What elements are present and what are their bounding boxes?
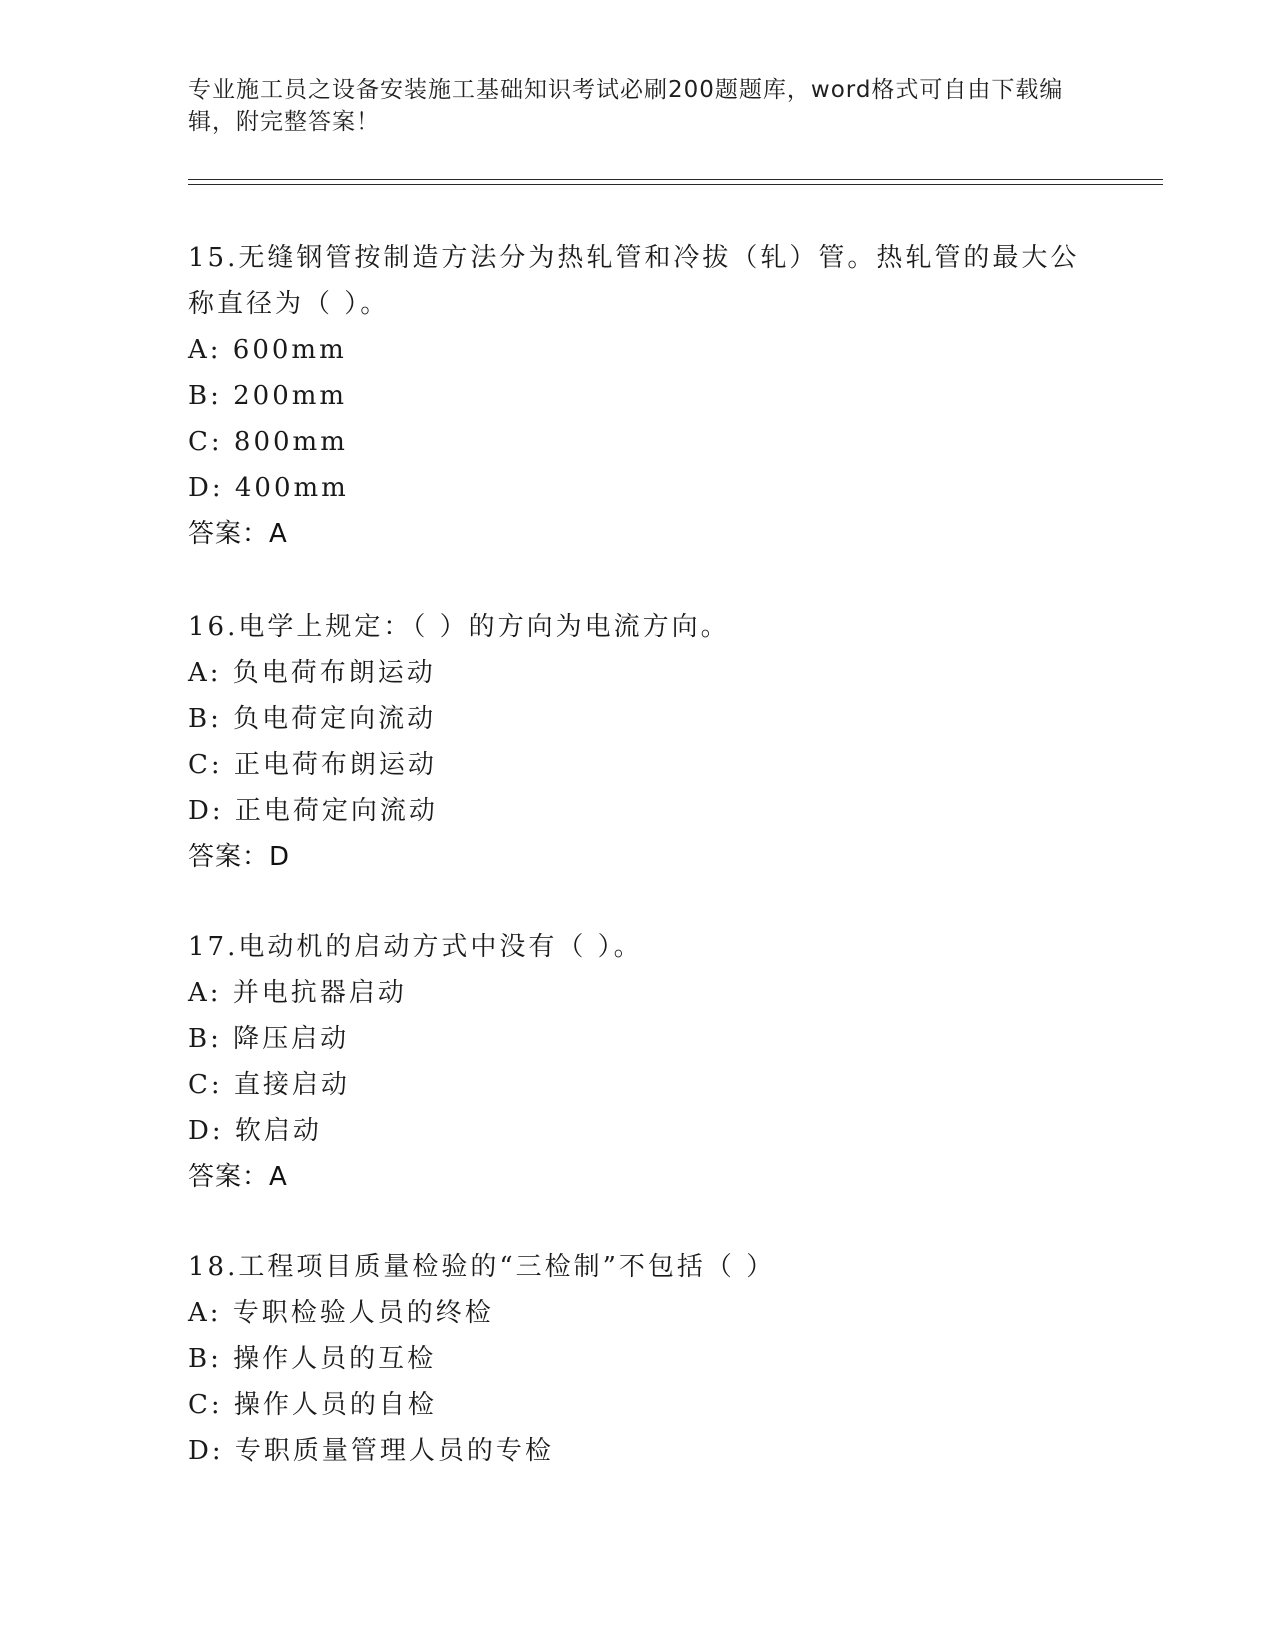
- question-15: [188, 235, 1088, 557]
- answer-line: 答案：A: [188, 519, 288, 549]
- option-c: C: 800mm: [188, 427, 348, 457]
- option-b: B: 操作人员的互检: [188, 1344, 437, 1374]
- option-d: D: 专职质量管理人员的专检: [188, 1436, 554, 1466]
- question-stem: 15.无缝钢管按制造方法分为热轧管和冷拔（轧）管。热轧管的最大公称直径为（ ）。: [188, 243, 1080, 319]
- question-stem: 17.电动机的启动方式中没有（ ）。: [188, 932, 643, 962]
- answer-line: 答案：D: [188, 842, 291, 872]
- option-a: A: 负电荷布朗运动: [188, 658, 436, 688]
- header-divider-top: [188, 179, 1163, 180]
- option-d: D: 400mm: [188, 473, 349, 503]
- option-d: D: 软启动: [188, 1116, 322, 1146]
- option-b: B: 200mm: [188, 381, 348, 411]
- answer-line: 答案：A: [188, 1162, 288, 1192]
- option-a: A: 并电抗器启动: [188, 978, 407, 1008]
- question-18: [188, 1244, 1088, 1474]
- question-16: [188, 604, 1088, 880]
- question-stem: 18.工程项目质量检验的“三检制”不包括（ ）: [188, 1252, 776, 1282]
- question-stem: 16.电学上规定：（ ）的方向为电流方向。: [188, 612, 730, 642]
- option-b: B: 负电荷定向流动: [188, 704, 437, 734]
- option-c: C: 直接启动: [188, 1070, 350, 1100]
- question-17: [188, 924, 1088, 1200]
- header-divider-bottom: [188, 184, 1163, 185]
- option-a: A: 600mm: [188, 335, 347, 365]
- option-c: C: 正电荷布朗运动: [188, 750, 437, 780]
- document-header: 专业施工员之设备安装施工基础知识考试必刷200题题库，word格式可自由下载编辑，附完整答案！: [188, 77, 1064, 135]
- option-c: C: 操作人员的自检: [188, 1390, 437, 1420]
- option-b: B: 降压启动: [188, 1024, 350, 1054]
- option-a: A: 专职检验人员的终检: [188, 1298, 494, 1328]
- option-d: D: 正电荷定向流动: [188, 796, 438, 826]
